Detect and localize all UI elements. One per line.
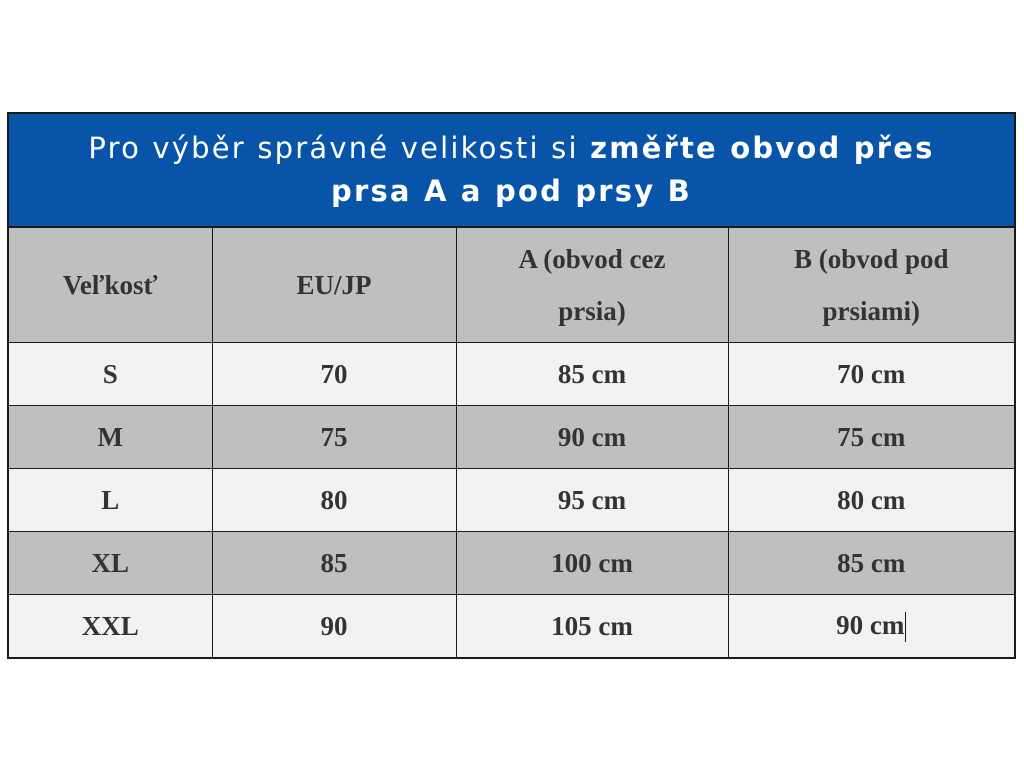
banner-text-bold-2: prsa A a pod prsy B: [331, 174, 692, 208]
header-size: Veľkosť: [9, 228, 212, 343]
cell-size: S: [9, 343, 212, 406]
table-row: [9, 532, 1014, 595]
size-chart: [7, 112, 1016, 659]
cell-size: XXL: [9, 595, 212, 658]
cell-underbust: 70 cm: [728, 343, 1014, 406]
cell-bust: 105 cm: [456, 595, 728, 658]
header-underbust: B (obvod pod prsiami): [728, 228, 1014, 343]
cell-eu-jp: 90: [212, 595, 456, 658]
size-table: [9, 228, 1014, 657]
table-row: [9, 406, 1014, 469]
cell-eu-jp: 85: [212, 532, 456, 595]
cell-underbust: 75 cm: [728, 406, 1014, 469]
cell-eu-jp: 70: [212, 343, 456, 406]
size-chart-banner: [9, 114, 1014, 228]
cell-bust: 85 cm: [456, 343, 728, 406]
cell-underbust-text: 90 cm: [836, 609, 905, 640]
table-header-row: [9, 228, 1014, 343]
text-cursor: [905, 612, 906, 642]
banner-text: [88, 127, 934, 213]
table-row: [9, 469, 1014, 532]
cell-bust: 90 cm: [456, 406, 728, 469]
cell-bust: 100 cm: [456, 532, 728, 595]
cell-size: XL: [9, 532, 212, 595]
cell-eu-jp: 75: [212, 406, 456, 469]
table-row: [9, 343, 1014, 406]
cell-size: M: [9, 406, 212, 469]
table-row: [9, 595, 1014, 658]
cell-bust: 95 cm: [456, 469, 728, 532]
cell-underbust[interactable]: [728, 595, 1014, 658]
banner-text-bold-1: změřte obvod přes: [590, 131, 935, 165]
cell-underbust: 80 cm: [728, 469, 1014, 532]
banner-text-regular: Pro výběr správné velikosti si: [88, 131, 591, 165]
cell-eu-jp: 80: [212, 469, 456, 532]
header-bust: A (obvod cez prsia): [456, 228, 728, 343]
cell-size: L: [9, 469, 212, 532]
header-eu-jp: EU/JP: [212, 228, 456, 343]
cell-underbust: 85 cm: [728, 532, 1014, 595]
